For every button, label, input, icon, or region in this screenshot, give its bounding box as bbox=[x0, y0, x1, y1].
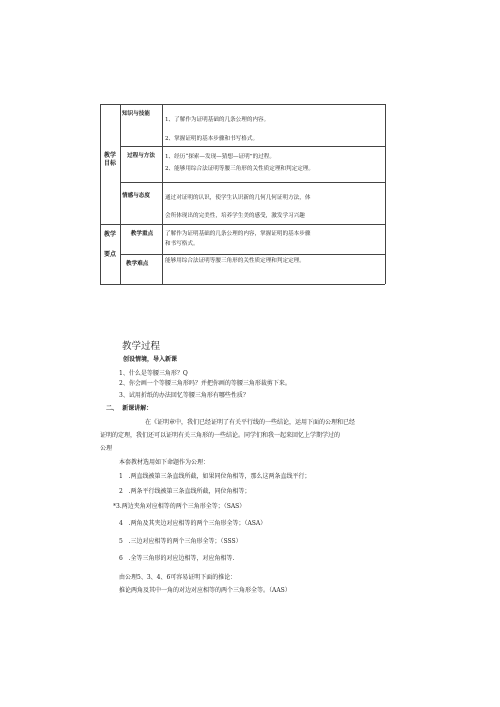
question-1-text: 1、什么是等腰三角形？ bbox=[119, 370, 183, 377]
axiom-4-text: .两角及其夹边对应相等的两个三角形全等；（ASA） bbox=[128, 520, 267, 527]
question-3: 3、试用折纸的办法回忆等腰三角形有哪些性质？ bbox=[119, 392, 249, 399]
label-attitude: 情感与态度 bbox=[122, 193, 150, 199]
content-process-2: 2、能够用综合法证明等腰三角形的关性质定理和判定定理。 bbox=[165, 166, 314, 172]
table-row-sep-3 bbox=[100, 224, 385, 225]
content-attitude-2: 会所体现出的完美性，培养学生美的感受，激发学习兴趣 bbox=[165, 213, 305, 219]
table-row-sep-1 bbox=[120, 146, 385, 147]
axiom-1 bbox=[119, 473, 310, 481]
content-knowledge-2: 2、掌握证明的基本步骤和书写格式。 bbox=[165, 136, 259, 142]
question-1 bbox=[119, 370, 188, 378]
axiom-5-text: .三边对应相等的两个三角形全等；（SSS） bbox=[128, 538, 242, 545]
content-attitude-1: 通过对证明的认识，使学生认识新的几何几何证明方法，体 bbox=[165, 195, 311, 201]
question-2: 2、你会画一个等腰三角形吗？并把你画的等腰三角形裁剪下来。 bbox=[119, 380, 291, 387]
label-difficulties: 教学难点 bbox=[126, 261, 149, 267]
label-process: 过程与方法 bbox=[127, 153, 155, 159]
content-process-1: 1、经历“探索—发现—猜想—证明”的过程。 bbox=[165, 154, 275, 160]
axiom-2 bbox=[119, 488, 250, 496]
axiom-3-number: *3. bbox=[113, 503, 122, 510]
content-knowledge-1: 1、了解作为证明基础的几条公理的内容。 bbox=[165, 117, 270, 123]
table-col-sep-2 bbox=[162, 104, 163, 284]
content-key-points-2: 和书写格式。 bbox=[165, 241, 199, 247]
axiom-5-number: 5 bbox=[119, 538, 123, 545]
label-knowledge: 知识与技能 bbox=[122, 111, 150, 117]
label-key-points: 教学重点 bbox=[130, 231, 154, 237]
subsection-title-intro: 创设情境，导入新课 bbox=[123, 356, 178, 363]
table-border-right bbox=[385, 104, 386, 284]
axioms-intro: 本套教材选用如下命题作为公理： bbox=[119, 459, 210, 466]
table-border-top bbox=[100, 104, 385, 105]
section-title-teaching-process: 教学过程 bbox=[122, 341, 161, 352]
axiom-1-number: 1 bbox=[119, 473, 123, 480]
content-key-points-1: 了解作为证明基础的几条公理的内容，掌握证明的基本步骤 bbox=[165, 231, 311, 237]
conclusion-line-1: 由公理5、3、4、6可容易证明下面的推论： bbox=[119, 574, 237, 581]
section-2-heading bbox=[106, 405, 152, 413]
axiom-6-number: 6 bbox=[119, 555, 123, 562]
table-border-bottom bbox=[100, 284, 385, 285]
section-2-title: 新课讲解： bbox=[122, 405, 153, 412]
table-row-sep-4 bbox=[120, 254, 385, 255]
row-header-objectives: 教学目标 bbox=[104, 152, 117, 167]
axiom-2-number: 2 bbox=[119, 488, 123, 495]
row-header-keypoints: 教学 要点 bbox=[104, 231, 117, 258]
paragraph-line-3: 公理 bbox=[100, 445, 113, 452]
table-col-sep-1 bbox=[120, 104, 121, 284]
content-difficulties-1: 能够用综合法证明等腰三角形的关性质定理和判定定理。 bbox=[165, 258, 305, 264]
axiom-6 bbox=[119, 555, 234, 563]
section-2-number: 二、 bbox=[106, 405, 119, 412]
axiom-2-text: .两条平行线被第三条直线所截，同位角相等； bbox=[128, 488, 251, 495]
paragraph-line-2: 证明的定理，我们还可以证明有关三角形的一些结论。同学们和我一起来回忆上学期学过的 bbox=[100, 432, 341, 439]
axiom-3 bbox=[113, 503, 245, 511]
axiom-4-number: 4 bbox=[119, 520, 123, 527]
conclusion-line-2: 推论两角及其中一角的对边对应相等的两个三角形全等。（AAS） bbox=[119, 587, 291, 594]
question-1-mark: Q bbox=[182, 370, 188, 377]
axiom-4 bbox=[119, 520, 266, 528]
axiom-5 bbox=[119, 538, 242, 546]
table-border-left bbox=[100, 104, 101, 284]
axiom-3-text: 两边夹角对应相等的两个三角形全等；（SAS） bbox=[121, 503, 246, 510]
axiom-6-text: .全等三角形的对应边相等，对应角相等. bbox=[128, 555, 235, 562]
paragraph-line-1: 在《证明章中，我们已经证明了有关平行线的一些结论，运用下面的公理和已经 bbox=[145, 419, 356, 426]
table-row-sep-2 bbox=[120, 182, 385, 183]
axiom-1-text: .两直线被第三条直线所截，如果同位角相等，那么这两条直线平行； bbox=[128, 473, 311, 480]
objectives-table bbox=[100, 104, 385, 284]
